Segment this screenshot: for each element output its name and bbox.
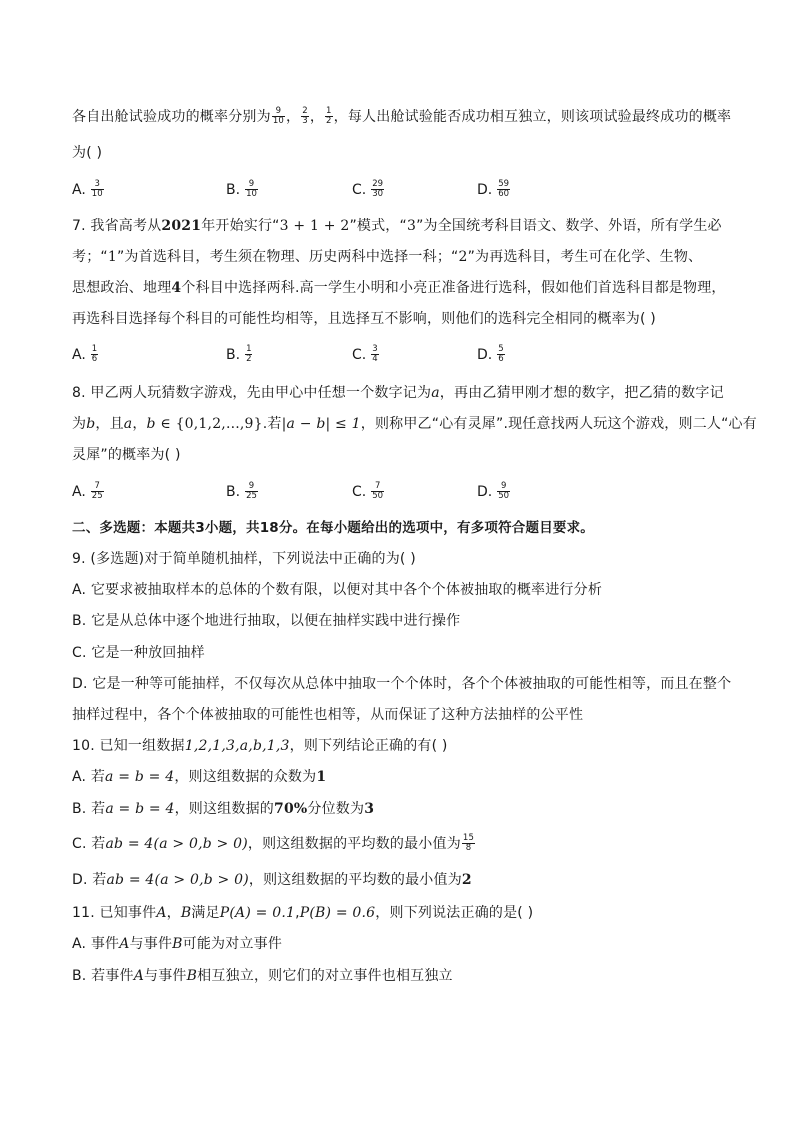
q7-option-c[interactable]: C. $\frac{3}{4}$	[352, 343, 378, 364]
q7-line-3: 思想政治、地理4个科目中选择两科.高一学生小明和小亮正准备进行选科，假如他们首选科目都是物理，	[72, 280, 726, 296]
q9-option-b[interactable]: B. 它是从总体中逐个地进行抽取，以便在抽样实践中进行操作	[72, 613, 461, 629]
q10-option-d[interactable]: D. 若ab = 4(a > 0,b > 0)，则这组数据的平均数的最小值为2	[72, 872, 472, 888]
q10-option-a[interactable]: A. 若a = b = 4，则这组数据的众数为1	[72, 769, 327, 785]
q6-option-d[interactable]: D. $\frac{59}{60}$	[477, 178, 510, 199]
q11-option-a[interactable]: A. 事件A与事件B可能为对立事件	[72, 936, 283, 952]
q6-option-a[interactable]: A. $\frac{3}{10}$	[72, 178, 103, 199]
q8-option-d[interactable]: D. $\frac{9}{50}$	[477, 480, 510, 501]
q9-option-c[interactable]: C. 它是一种放回抽样	[72, 645, 205, 661]
q9-option-a[interactable]: A. 它要求被抽取样本的总体的个数有限，以便对其中各个个体被抽取的概率进行分析	[72, 582, 603, 598]
q6-option-c[interactable]: C. $\frac{29}{30}$	[352, 178, 384, 199]
q10-option-c[interactable]: C. 若ab = 4(a > 0,b > 0)，则这组数据的平均数的最小值为 $\frac{15}{8}$	[72, 832, 475, 853]
q6-frac-3: $\frac{1}{2}$	[326, 105, 332, 126]
q9-stem: 9. (多选题)对于简单随机抽样，下列说法中正确的为( )	[72, 551, 416, 567]
q7-line-4: 再选科目选择每个科目的可能性均相等，且选择互不影响，则他们的选科完全相同的概率为( )	[72, 311, 656, 327]
q7-option-d[interactable]: D. $\frac{5}{6}$	[477, 343, 504, 364]
section-2-header: 二、多选题：本题共3小题，共18分。在每小题给出的选项中，有多项符合题目要求。	[72, 520, 595, 536]
q8-option-a[interactable]: A. $\frac{7}{25}$	[72, 480, 103, 501]
q6-options	[72, 178, 732, 202]
q7-line-2: 考；“1”为首选科目，考生须在物理、历史两科中选择一科；“2”为再选科目，考生可在化学、生物、	[72, 249, 703, 265]
q8-line-2: 为b，且a，b ∈ {0,1,2,...,9}.若|a − b| ≤ 1，则称甲乙“心有灵犀”.现任意找两人玩这个游戏，则二人“心有	[72, 416, 757, 432]
q6-option-b[interactable]: B. $\frac{9}{10}$	[226, 178, 257, 199]
q11-option-b[interactable]: B. 若事件A与事件B相互独立，则它们的对立事件也相互独立	[72, 968, 453, 984]
q11-stem: 11. 已知事件A，B满足P(A) = 0.1,P(B) = 0.6，则下列说法正确的是( )	[72, 905, 534, 921]
q10-stem: 10. 已知一组数据1,2,1,3,a,b,1,3，则下列结论正确的有( )	[72, 738, 448, 754]
q7-option-b[interactable]: B. $\frac{1}{2}$	[226, 343, 252, 364]
q8-line-1: 8. 甲乙两人玩猜数字游戏，先由甲心中任想一个数字记为a，再由乙猜甲刚才想的数字，把乙猜的数字记	[72, 385, 724, 401]
q6-frac-2: $\frac{2}{3}$	[302, 105, 308, 126]
q6-text: 各自出舱试验成功的概率分别为	[72, 109, 271, 125]
q8-options	[72, 480, 732, 504]
q8-option-c[interactable]: C. $\frac{7}{50}$	[352, 480, 384, 501]
q6-line-1: 各自出舱试验成功的概率分别为 $\frac{9}{10}$ ， $\frac{2}{3}$ ， $\frac{1}{2}$ ，每人出舱试验能否成功相互独立，则该项试验最终成功的概率	[72, 105, 732, 126]
q6-frac-1: $\frac{9}{10}$	[272, 105, 285, 126]
q8-option-b[interactable]: B. $\frac{9}{25}$	[226, 480, 257, 501]
q7-option-a[interactable]: A. $\frac{1}{6}$	[72, 343, 98, 364]
q9-option-d-cont: 抽样过程中，各个个体被抽取的可能性也相等，从而保证了这种方法抽样的公平性	[72, 707, 584, 723]
q9-option-d[interactable]: D. 它是一种等可能抽样，不仅每次从总体中抽取一个个体时，各个个体被抽取的可能性相等，而且在整个	[72, 676, 732, 692]
q6-line-2: 为( )	[72, 145, 103, 161]
q7-options	[72, 343, 732, 367]
q10-option-b[interactable]: B. 若a = b = 4，则这组数据的70%分位数为3	[72, 801, 375, 817]
q7-line-1: 7. 我省高考从2021年开始实行“3 + 1 + 2”模式，“3”为全国统考科目语文、数学、外语，所有学生必	[72, 218, 722, 234]
q8-line-3: 灵犀”的概率为( )	[72, 447, 181, 463]
